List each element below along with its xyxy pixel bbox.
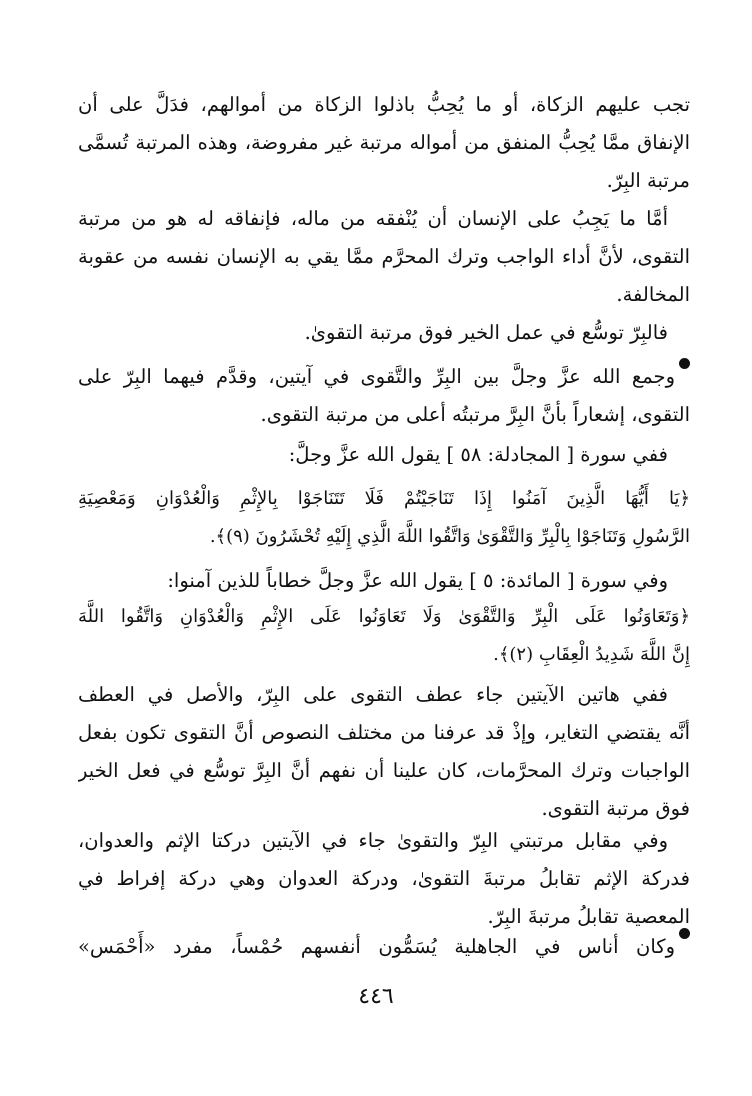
paragraph-5 [78, 436, 690, 474]
text-line: فدركة الإثم تقابلُ مرتبةَ التقوىٰ، ودركة العدوان وهي دركة إفراط في [78, 867, 690, 890]
text-line [78, 928, 690, 966]
text-line: وفي مقابل مرتبتي البِرّ والتقوىٰ جاء في الآيتين دركتا الإثم والعدوان، [78, 829, 668, 852]
text-line: مرتبة البِرّ. [606, 169, 690, 192]
text-line: أمَّا ما يَجِبُ على الإنسان أن يُنْفقه من ماله، فإنفاقه له هو من مرتبة [78, 207, 668, 230]
text-line: فوق مرتبة التقوى. [541, 797, 690, 820]
paragraph-8 [78, 822, 690, 936]
text-segment: وكان أناس في الجاهلية يُسَمُّون أنفسهم حُمْساً، مفرد «أَحْمَس» [78, 935, 675, 958]
quran-verse-1 [78, 480, 690, 556]
paragraph-9 [78, 928, 690, 966]
bullet-icon [679, 358, 690, 369]
text-line: الرَّسُولِ وَتَنَاجَوْا بِالْبِرِّ وَالتَّقْوَىٰ وَاتَّقُوا اللَّهَ الَّذِي إِلَيْهِ تُحْشَرُونَ (٩)﴾. [209, 526, 690, 547]
text-line: ﴿يَا أَيُّهَا الَّذِينَ آمَنُوا إِذَا تَنَاجَيْتُمْ فَلَا تَتَنَاجَوْا بِالإِثْمِ وَالْعُدْوَانِ وَمَعْصِيَةِ [78, 488, 690, 509]
text-line: تجب عليهم الزكاة، أو ما يُحِبُّ باذلوا الزكاة من أموالهم، فدَلَّ على أن [78, 93, 690, 116]
text-line: الإنفاق ممَّا يُحِبُّ المنفق من أمواله مرتبة غير مفروضة، وهذه المرتبة تُسمَّى [78, 131, 690, 154]
text-line: التقوى، لأنَّ أداء الواجب وترك المحرَّم ممَّا يقي به الإنسان نفسه من عقوبة [78, 245, 690, 268]
paragraph-3 [78, 314, 690, 352]
text-line: التقوى، إشعاراً بأنَّ البِرَّ مرتبتُه أعلى من مرتبة التقوى. [260, 403, 690, 426]
paragraph-1 [78, 86, 690, 200]
text-line: أنَّه يقتضي التغاير، وإذْ قد عرفنا من مختلف النصوص أنَّ التقوى تكون بفعل [78, 721, 690, 744]
paragraph-6 [78, 562, 690, 600]
text-segment: وجمع الله عزَّ وجلَّ بين البِرِّ والتَّقوى في آيتين، وقدَّم فيهما البِرّ على [78, 365, 675, 388]
text-line: فالبِرّ توسُّع في عمل الخير فوق مرتبة التقوىٰ. [304, 321, 668, 344]
text-line: المخالفة. [616, 283, 690, 306]
text-line [78, 358, 690, 396]
text-line: إِنَّ اللَّهَ شَدِيدُ الْعِقَابِ (٢)﴾. [493, 644, 690, 665]
paragraph-4 [78, 358, 690, 434]
text-line: ففي سورة [ المجادلة: ٥٨ ] يقول الله عزَّ وجلَّ: [288, 443, 668, 466]
paragraph-2 [78, 200, 690, 314]
quran-verse-2 [78, 598, 690, 674]
text-line: المعصية تقابلُ مرتبةَ البِرّ. [487, 905, 690, 928]
text-line: وفي سورة [ المائدة: ٥ ] يقول الله عزَّ وجلَّ خطاباً للذين آمنوا: [167, 569, 668, 592]
text-line: ففي هاتين الآيتين جاء عطف التقوى على البِرّ، والأصل في العطف [78, 683, 668, 706]
page-number: ٤٤٦ [358, 984, 394, 1009]
text-line: ﴿وَتَعَاوَنُوا عَلَى الْبِرِّ وَالتَّقْوَىٰ وَلَا تَعَاوَنُوا عَلَى الإِثْمِ وَالْعُدْوَانِ وَاتَّقُوا اللَّهَ [78, 606, 690, 627]
bullet-icon [679, 928, 690, 939]
paragraph-7 [78, 676, 690, 828]
text-line: الواجبات وترك المحرَّمات، كان علينا أن نفهم أنَّ البِرَّ توسُّع في فعل الخير [78, 759, 690, 782]
